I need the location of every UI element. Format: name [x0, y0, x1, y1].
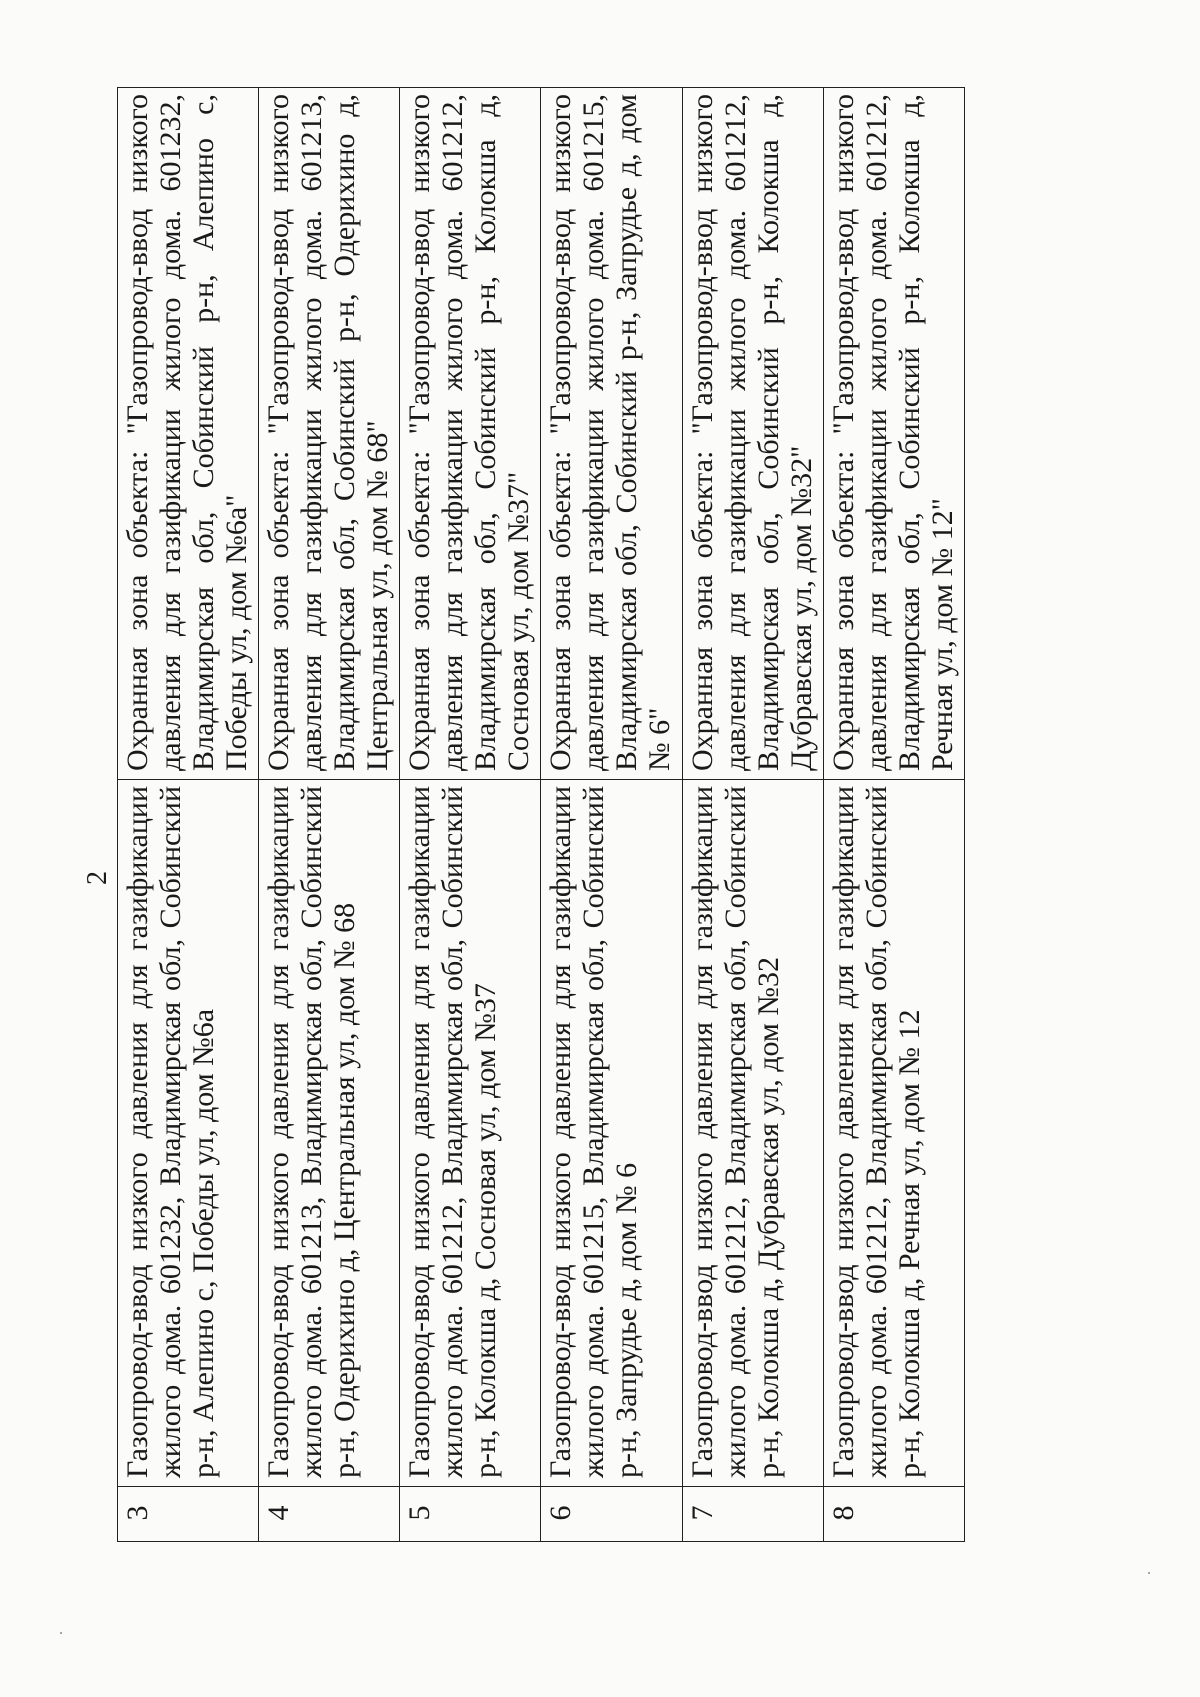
- object-description: Газопровод-ввод низкого давления для газификации жилого дома. 601213, Владимирская обл, Собинский р-н, Одерихино д, Центральная ул, дом № 68: [259, 780, 400, 1487]
- table-row: [118, 88, 259, 1542]
- table-row: [541, 88, 682, 1542]
- protection-zone-description: Охранная зона объекта: "Газопровод-ввод низкого давления для газификации жилого дома. 601215, Владимирская обл, Собинский р-н, Запрудье д, дом № 6": [541, 88, 682, 780]
- table-row: [400, 88, 541, 1542]
- table-row: [682, 88, 823, 1542]
- rotated-table-wrapper: [117, 87, 965, 1542]
- table-row: [823, 88, 964, 1542]
- protection-zone-description: Охранная зона объекта: "Газопровод-ввод низкого давления для газификации жилого дома. 601213, Владимирская обл, Собинский р-н, Одерихино д, Центральная ул, дом № 68": [259, 88, 400, 780]
- object-description: Газопровод-ввод низкого давления для газификации жилого дома. 601232, Владимирская обл, Собинский р-н, Алепино с, Победы ул, дом №6а: [118, 780, 259, 1487]
- row-number: 4: [259, 1487, 400, 1542]
- protection-zone-description: Охранная зона объекта: "Газопровод-ввод низкого давления для газификации жилого дома. 601212, Владимирская обл, Собинский р-н, Колокша д, Сосновая ул, дом №37": [400, 88, 541, 780]
- row-number: 7: [682, 1487, 823, 1542]
- row-number: 6: [541, 1487, 682, 1542]
- object-description: Газопровод-ввод низкого давления для газификации жилого дома. 601212, Владимирская обл, Собинский р-н, Колокша д, Речная ул, дом № 12: [823, 780, 964, 1487]
- object-description: Газопровод-ввод низкого давления для газификации жилого дома. 601212, Владимирская обл, Собинский р-н, Колокша д, Сосновая ул, дом №37: [400, 780, 541, 1487]
- protection-zone-description: Охранная зона объекта: "Газопровод-ввод низкого давления для газификации жилого дома. 601212, Владимирская обл, Собинский р-н, Колокша д, Речная ул, дом № 12": [823, 88, 964, 780]
- page-number: 2: [82, 871, 113, 885]
- scan-speck: [1148, 1572, 1150, 1574]
- table-row: [259, 88, 400, 1542]
- protection-zone-description: Охранная зона объекта: "Газопровод-ввод низкого давления для газификации жилого дома. 601232, Владимирская обл, Собинский р-н, Алепино с, Победы ул, дом №6а": [118, 88, 259, 780]
- row-number: 8: [823, 1487, 964, 1542]
- scan-speck: [60, 1632, 62, 1634]
- registry-table: [117, 87, 965, 1542]
- object-description: Газопровод-ввод низкого давления для газификации жилого дома. 601212, Владимирская обл, Собинский р-н, Колокша д, Дубравская ул, дом №32: [682, 780, 823, 1487]
- object-description: Газопровод-ввод низкого давления для газификации жилого дома. 601215, Владимирская обл, Собинский р-н, Запрудье д, дом № 6: [541, 780, 682, 1487]
- row-number: 3: [118, 1487, 259, 1542]
- protection-zone-description: Охранная зона объекта: "Газопровод-ввод низкого давления для газификации жилого дома. 601212, Владимирская обл, Собинский р-н, Колокша д, Дубравская ул, дом №32": [682, 88, 823, 780]
- row-number: 5: [400, 1487, 541, 1542]
